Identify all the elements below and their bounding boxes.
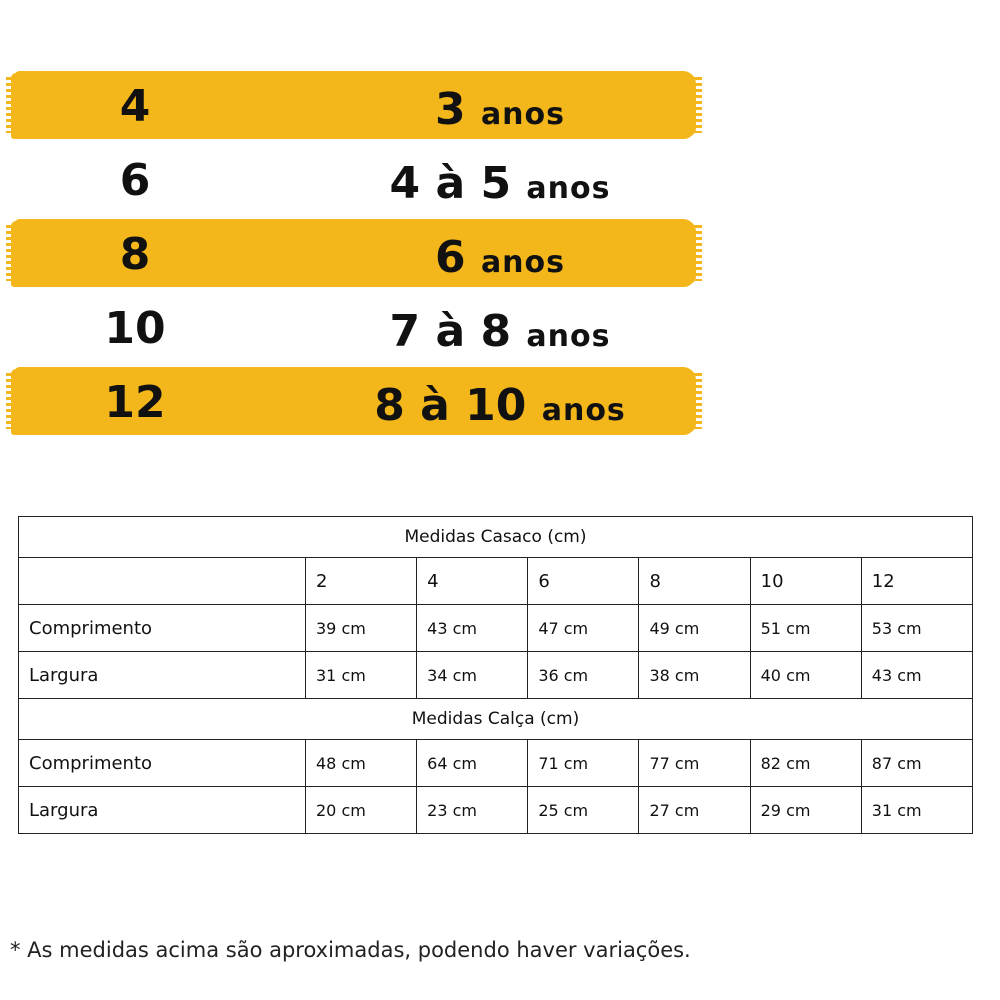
age-value: 8 à 10: [374, 380, 527, 431]
value-cell: 82 cm: [750, 740, 861, 787]
age-value: 4 à 5: [389, 158, 512, 209]
table-section-row: [19, 517, 973, 558]
age-range: [300, 142, 700, 216]
row-label: Largura: [19, 787, 306, 834]
value-cell: 77 cm: [639, 740, 750, 787]
size-row-4: [0, 68, 700, 142]
footnote: * As medidas acima são aproximadas, podendo haver variações.: [10, 938, 691, 962]
value-cell: 48 cm: [306, 740, 417, 787]
age-value: 6: [434, 232, 466, 283]
age-unit: anos: [526, 319, 611, 354]
value-cell: 38 cm: [639, 652, 750, 699]
header-size-cell: 12: [861, 558, 972, 605]
header-size-cell: 4: [417, 558, 528, 605]
calca-section-title: Medidas Calça (cm): [19, 699, 973, 740]
header-size-cell: 6: [528, 558, 639, 605]
size-label: 8: [119, 229, 151, 280]
size-label: 10: [104, 303, 166, 354]
row-label: Comprimento: [19, 605, 306, 652]
size-label: 12: [104, 377, 166, 428]
age-value: 3: [434, 84, 466, 135]
value-cell: 25 cm: [528, 787, 639, 834]
age-unit: anos: [541, 393, 626, 428]
value-cell: 51 cm: [750, 605, 861, 652]
size-row-10: [0, 290, 700, 364]
measurements-table: [18, 516, 973, 834]
value-cell: 20 cm: [306, 787, 417, 834]
value-cell: 27 cm: [639, 787, 750, 834]
table-row: [19, 787, 973, 834]
age-range: [300, 290, 700, 364]
age-range: [300, 68, 700, 142]
value-cell: 43 cm: [417, 605, 528, 652]
value-cell: 47 cm: [528, 605, 639, 652]
value-cell: 40 cm: [750, 652, 861, 699]
row-label: Largura: [19, 652, 306, 699]
empty-header-cell: [19, 558, 306, 605]
header-size-cell: 10: [750, 558, 861, 605]
table-row: [19, 740, 973, 787]
value-cell: 53 cm: [861, 605, 972, 652]
age-unit: anos: [526, 171, 611, 206]
table-row: [19, 605, 973, 652]
value-cell: 31 cm: [306, 652, 417, 699]
age-range: [300, 216, 700, 290]
value-cell: 64 cm: [417, 740, 528, 787]
header-size-cell: 8: [639, 558, 750, 605]
size-label: 6: [119, 155, 151, 206]
value-cell: 71 cm: [528, 740, 639, 787]
size-label: 4: [119, 81, 151, 132]
value-cell: 43 cm: [861, 652, 972, 699]
value-cell: 87 cm: [861, 740, 972, 787]
age-unit: anos: [480, 245, 566, 280]
age-range: [300, 364, 700, 438]
size-row-12: [0, 364, 700, 438]
size-row-8: [0, 216, 700, 290]
age-value: 7 à 8: [389, 306, 512, 357]
table-header-row: [19, 558, 973, 605]
row-label: Comprimento: [19, 740, 306, 787]
value-cell: 34 cm: [417, 652, 528, 699]
header-size-cell: 2: [306, 558, 417, 605]
value-cell: 29 cm: [750, 787, 861, 834]
size-age-list: [0, 68, 700, 438]
value-cell: 49 cm: [639, 605, 750, 652]
value-cell: 31 cm: [861, 787, 972, 834]
value-cell: 39 cm: [306, 605, 417, 652]
age-unit: anos: [480, 97, 566, 132]
table-section-row: [19, 699, 973, 740]
size-row-6: [0, 142, 700, 216]
table-row: [19, 652, 973, 699]
value-cell: 23 cm: [417, 787, 528, 834]
value-cell: 36 cm: [528, 652, 639, 699]
casaco-section-title: Medidas Casaco (cm): [19, 517, 973, 558]
